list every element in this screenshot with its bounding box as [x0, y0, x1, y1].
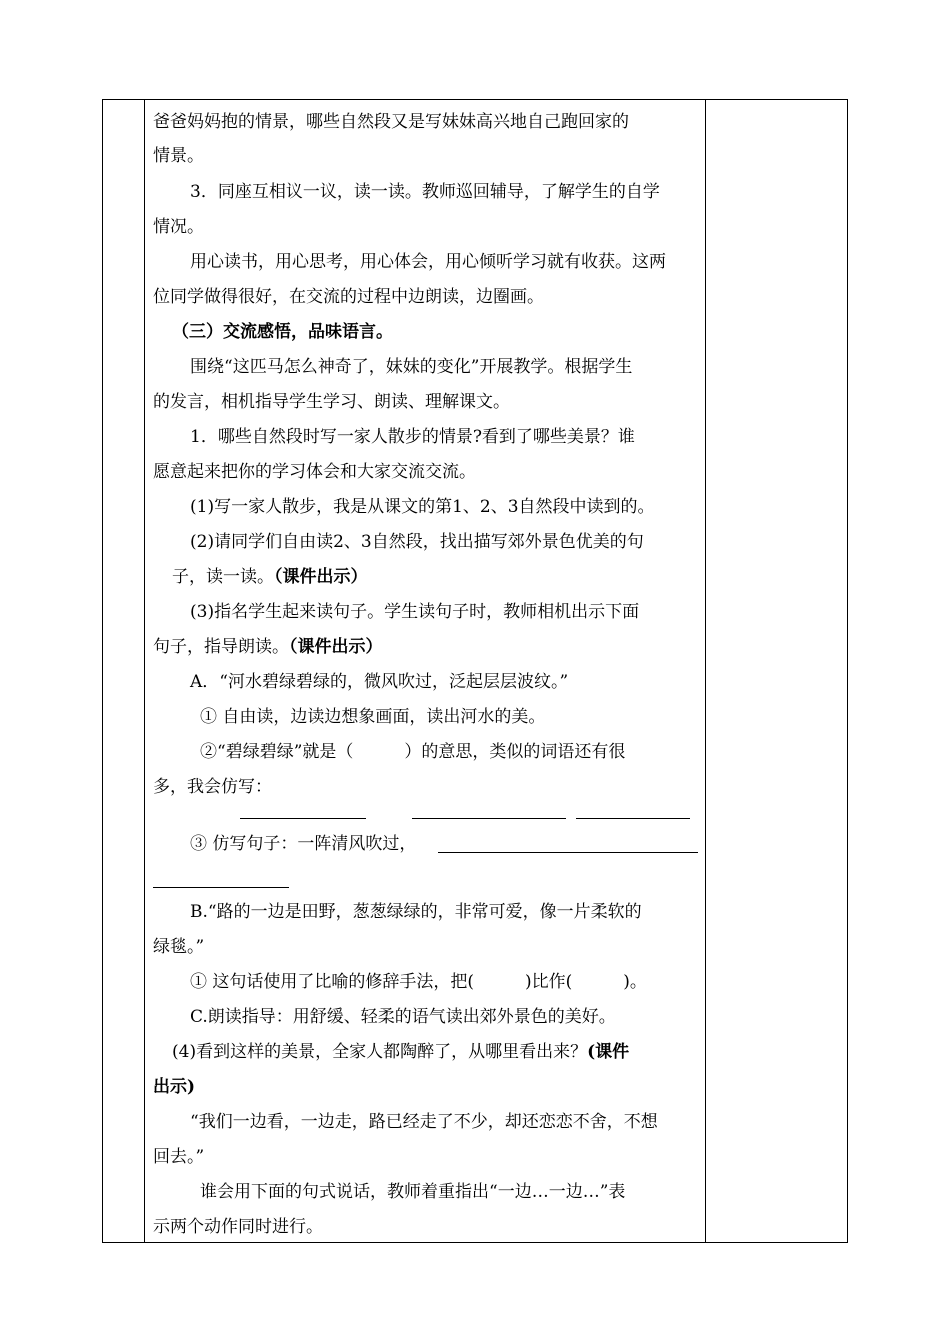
- column-divider-right: [705, 100, 706, 1242]
- text-line: 围绕“这匹马怎么神奇了，妹妹的变化”开展教学。根据学生: [190, 357, 633, 377]
- fill-blank-line: [153, 887, 289, 888]
- courseware-note: (课件: [587, 1042, 630, 1062]
- courseware-note: 出示): [153, 1077, 196, 1097]
- courseware-note: （课件出示）: [289, 637, 383, 657]
- text-line: ③ 仿写句子：一阵清风吹过，: [190, 834, 417, 854]
- text-line: B.“路的一边是田野，葱葱绿绿的，非常可爱，像一片柔软的: [190, 902, 642, 922]
- fill-blank-line: [438, 852, 698, 853]
- text-segment: 句子，指导朗读。: [153, 637, 289, 657]
- text-line: “我们一边看，一边走，路已经走了不少，却还恋恋不舍，不想: [190, 1112, 658, 1132]
- text-line: ②“碧绿碧绿”就是（ ）的意思，类似的词语还有很: [200, 742, 626, 762]
- text-line: 回去。”: [153, 1147, 205, 1167]
- text-line: [172, 1041, 629, 1063]
- text-line: [153, 636, 383, 658]
- fill-blank-line: [412, 818, 566, 819]
- text-line: 1．哪些自然段时写一家人散步的情景?看到了哪些美景？谁: [190, 427, 635, 447]
- text-line: ① 这句话使用了比喻的修辞手法，把( )比作( )。: [190, 972, 647, 992]
- text-line: (2)请同学们自由读2、3自然段，找出描写郊外景色优美的句: [190, 532, 644, 552]
- fill-blank-line: [576, 818, 690, 819]
- text-line: 绿毯。”: [153, 937, 205, 957]
- text-line: 3．同座互相议一议，读一读。教师巡回辅导，了解学生的自学: [190, 182, 660, 202]
- text-line: 的发言，相机指导学生学习、朗读、理解课文。: [153, 392, 510, 412]
- text-line: 谁会用下面的句式说话，教师着重指出“一边…一边…”表: [200, 1182, 626, 1202]
- text-line: [172, 566, 368, 588]
- text-line: 用心读书，用心思考，用心体会，用心倾听学习就有收获。这两: [190, 252, 666, 272]
- section-heading: （三）交流感悟，品味语言。: [172, 322, 393, 342]
- text-segment: 子，读一读。: [172, 567, 274, 587]
- courseware-note: （课件出示）: [274, 567, 368, 587]
- fill-blank-line: [240, 818, 366, 819]
- text-line: 示两个动作同时进行。: [153, 1217, 323, 1237]
- text-line: 愿意起来把你的学习体会和大家交流交流。: [153, 462, 476, 482]
- text-line: ① 自由读，边读边想象画面，读出河水的美。: [200, 707, 546, 727]
- text-line: 爸爸妈妈抱的情景，哪些自然段又是写妹妹高兴地自己跑回家的: [153, 112, 629, 132]
- text-line: C.朗读指导：用舒缓、轻柔的语气读出郊外景色的美好。: [190, 1007, 616, 1027]
- text-segment: (4)看到这样的美景，全家人都陶醉了，从哪里看出来？: [172, 1042, 588, 1062]
- text-line: A．“河水碧绿碧绿的，微风吹过，泛起层层波纹。”: [190, 672, 569, 692]
- text-line: 情况。: [153, 217, 204, 237]
- text-line: (1)写一家人散步，我是从课文的第1、2、3自然段中读到的。: [190, 497, 655, 517]
- text-line: 位同学做得很好，在交流的过程中边朗读，边圈画。: [153, 287, 544, 307]
- text-line: 情景。: [153, 146, 204, 166]
- text-line: 多，我会仿写：: [153, 777, 272, 797]
- column-divider-left: [144, 100, 145, 1242]
- text-line: (3)指名学生起来读句子。学生读句子时，教师相机出示下面: [190, 602, 640, 622]
